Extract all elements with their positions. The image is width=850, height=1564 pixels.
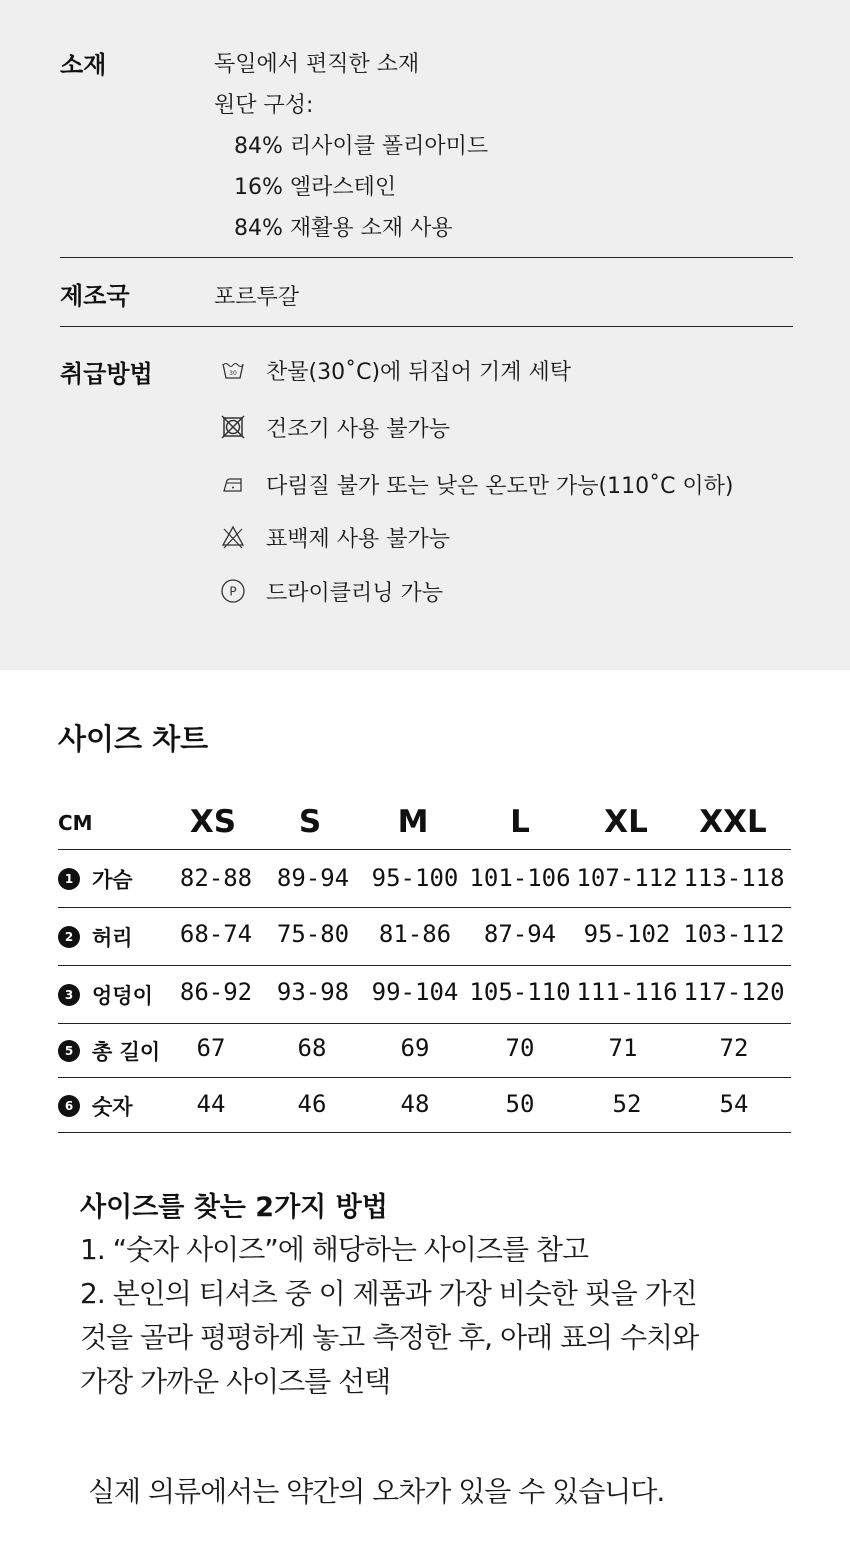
table-cell: 70 bbox=[505, 1034, 535, 1062]
material-line: 독일에서 편직한 소재 bbox=[214, 52, 420, 77]
table-cell: 48 bbox=[400, 1090, 430, 1118]
table-cell: 81-86 bbox=[378, 920, 452, 948]
origin-value: 포르투갈 bbox=[214, 285, 300, 310]
divider bbox=[60, 326, 793, 327]
table-row bbox=[58, 850, 791, 906]
row-label bbox=[58, 1036, 160, 1066]
care-text: 드라이클리닝 가능 bbox=[266, 580, 444, 606]
table-cell: 95-100 bbox=[371, 864, 459, 892]
number-badge: 5 bbox=[58, 1040, 80, 1062]
wash-30-icon bbox=[220, 357, 246, 383]
material-line: 원단 구성: bbox=[214, 93, 314, 118]
row-label-text: 엉덩이 bbox=[92, 984, 153, 1008]
number-badge: 1 bbox=[58, 868, 80, 890]
no-tumble-dry-icon bbox=[220, 414, 246, 440]
care-text: 찬물(30˚C)에 뒤집어 기계 세탁 bbox=[266, 359, 572, 385]
size-header: XXL bbox=[699, 804, 767, 840]
guide-line: 1. “숫자 사이즈”에 해당하는 사이즈를 참고 bbox=[80, 1233, 588, 1266]
dry-clean-p-icon bbox=[220, 578, 246, 604]
care-item bbox=[220, 469, 734, 499]
table-cell: 95-102 bbox=[583, 920, 671, 948]
no-bleach-icon bbox=[220, 524, 246, 550]
care-text: 건조기 사용 불가능 bbox=[266, 416, 451, 442]
guide-title: 사이즈를 찾는 2가지 방법 bbox=[80, 1192, 388, 1223]
size-header: M bbox=[397, 804, 429, 840]
guide-line: 것을 골라 평평하게 놓고 측정한 후, 아래 표의 수치와 bbox=[80, 1321, 699, 1354]
number-badge: 6 bbox=[58, 1095, 80, 1117]
iron-low-icon bbox=[220, 471, 246, 497]
care-item bbox=[220, 576, 443, 606]
table-cell: 68 bbox=[297, 1034, 327, 1062]
table-cell: 72 bbox=[719, 1034, 749, 1062]
row-label bbox=[58, 922, 133, 952]
table-cell: 105-110 bbox=[469, 978, 571, 1006]
table-cell: 50 bbox=[505, 1090, 535, 1118]
care-item bbox=[220, 355, 571, 385]
table-cell: 82-88 bbox=[179, 864, 253, 892]
divider bbox=[60, 257, 793, 258]
size-chart-title: 사이즈 차트 bbox=[58, 722, 209, 756]
table-cell: 99-104 bbox=[371, 978, 459, 1006]
disclaimer-note: 실제 의류에서는 약간의 오차가 있을 수 있습니다. bbox=[88, 1475, 665, 1508]
row-label bbox=[58, 864, 133, 894]
care-text: 표백제 사용 불가능 bbox=[266, 526, 451, 552]
table-cell: 107-112 bbox=[576, 864, 678, 892]
table-cell: 75-80 bbox=[276, 920, 350, 948]
table-row bbox=[58, 1078, 791, 1134]
row-label-text: 허리 bbox=[92, 926, 133, 950]
table-cell: 54 bbox=[719, 1090, 749, 1118]
table-cell: 67 bbox=[196, 1034, 226, 1062]
table-cell: 117-120 bbox=[683, 978, 785, 1006]
size-header: S bbox=[298, 804, 322, 840]
table-cell: 44 bbox=[196, 1090, 226, 1118]
table-row bbox=[58, 908, 791, 964]
care-text: 다림질 불가 또는 낮은 온도만 가능(110˚C 이하) bbox=[266, 473, 734, 499]
material-line: 84% 재활용 소재 사용 bbox=[234, 216, 453, 241]
product-info-panel bbox=[0, 0, 850, 670]
table-header-row bbox=[58, 796, 791, 852]
table-cell: 71 bbox=[608, 1034, 638, 1062]
size-header: XL bbox=[604, 804, 648, 840]
row-label bbox=[58, 1091, 133, 1121]
row-label-text: 가슴 bbox=[92, 868, 133, 892]
material-line: 84% 리사이클 폴리아미드 bbox=[234, 134, 489, 159]
guide-line: 가장 가까운 사이즈를 선택 bbox=[80, 1365, 391, 1398]
table-divider bbox=[58, 1132, 791, 1133]
care-label: 취급방법 bbox=[60, 360, 153, 388]
number-badge: 3 bbox=[58, 984, 80, 1006]
table-cell: 111-116 bbox=[576, 978, 678, 1006]
table-cell: 103-112 bbox=[683, 920, 785, 948]
row-label bbox=[58, 980, 153, 1010]
guide-line: 2. 본인의 티셔츠 중 이 제품과 가장 비슷한 핏을 가진 bbox=[80, 1277, 697, 1310]
table-cell: 68-74 bbox=[179, 920, 253, 948]
number-badge: 2 bbox=[58, 926, 80, 948]
size-header: L bbox=[510, 804, 530, 840]
table-row bbox=[58, 966, 791, 1022]
table-cell: 69 bbox=[400, 1034, 430, 1062]
size-guide bbox=[80, 1188, 698, 1404]
unit-label: CM bbox=[58, 811, 93, 835]
table-cell: 113-118 bbox=[683, 864, 785, 892]
material-line: 16% 엘라스테인 bbox=[234, 175, 397, 200]
row-label-text: 총 길이 bbox=[92, 1040, 161, 1064]
table-cell: 101-106 bbox=[469, 864, 571, 892]
origin-label: 제조국 bbox=[60, 282, 130, 310]
row-label-text: 숫자 bbox=[92, 1095, 133, 1119]
care-item bbox=[220, 412, 450, 442]
size-header: XS bbox=[189, 804, 237, 840]
care-item bbox=[220, 522, 450, 552]
table-cell: 89-94 bbox=[276, 864, 350, 892]
svg-text:P: P bbox=[229, 584, 237, 599]
material-label: 소재 bbox=[60, 51, 107, 79]
table-cell: 46 bbox=[297, 1090, 327, 1118]
table-cell: 86-92 bbox=[179, 978, 253, 1006]
svg-text:30: 30 bbox=[229, 370, 237, 377]
table-cell: 52 bbox=[612, 1090, 642, 1118]
table-cell: 93-98 bbox=[276, 978, 350, 1006]
table-row bbox=[58, 1024, 791, 1080]
table-cell: 87-94 bbox=[483, 920, 557, 948]
